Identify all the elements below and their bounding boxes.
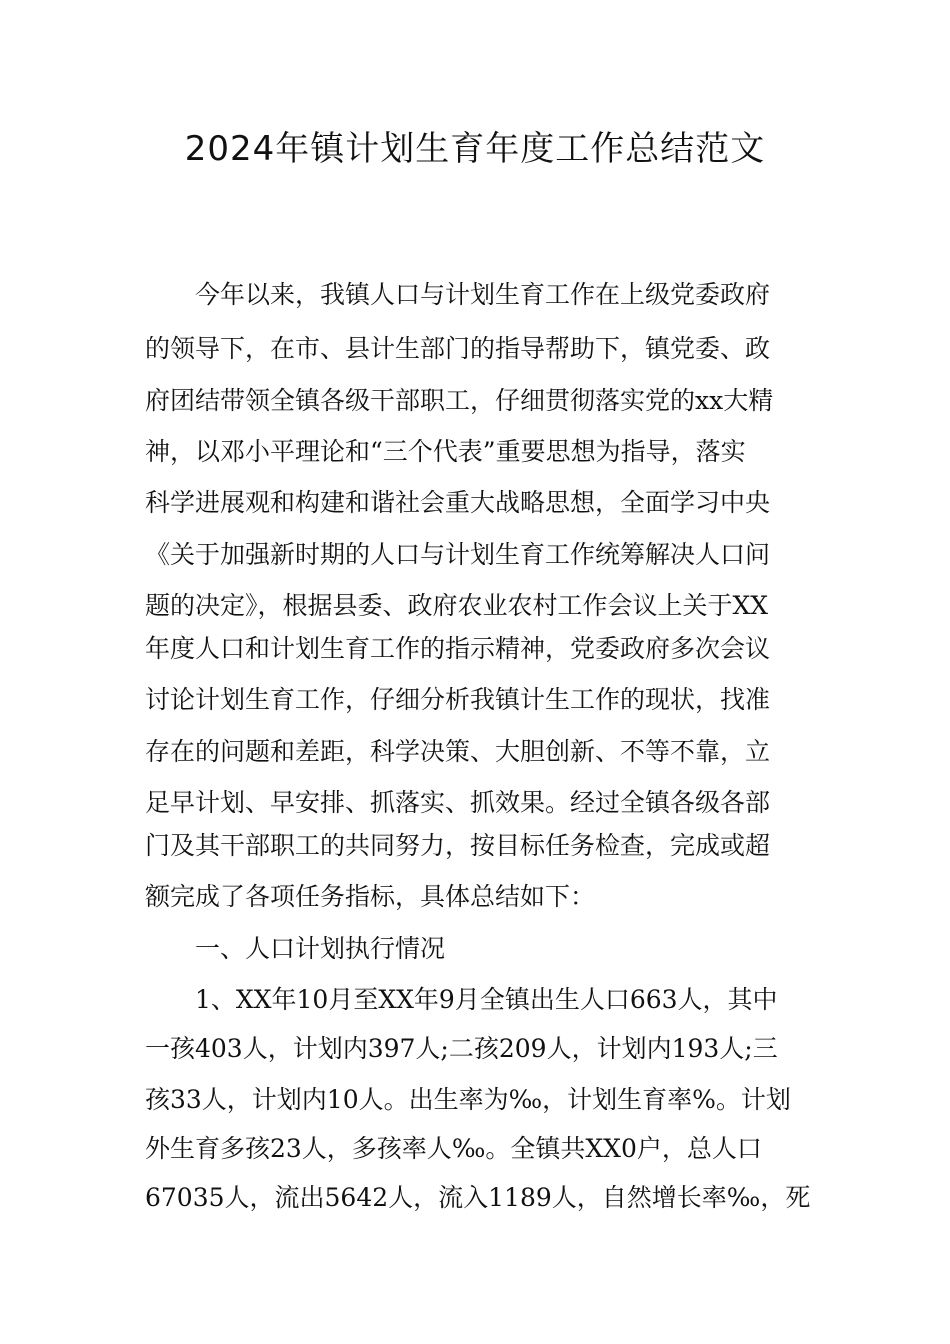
body-line: 额完成了各项任务指标，具体总结如下： — [145, 882, 596, 911]
document-title: 2024年镇计划生育年度工作总结范文 — [184, 129, 766, 169]
body-line: 外生育多孩23人，多孩率人‰。全镇共XX0户，总人口 — [145, 1134, 762, 1163]
body-line: 《关于加强新时期的人口与计划生育工作统筹解决人口问 — [145, 540, 771, 569]
body-line: 1、XX年10月至XX年9月全镇出生人口663人，其中 — [145, 985, 778, 1014]
body-line: 府团结带领全镇各级干部职工，仔细贯彻落实党的xx大精 — [145, 386, 774, 415]
body-line: 科学进展观和构建和谐社会重大战略思想，全面学习中央 — [145, 488, 771, 517]
body-line: 神，以邓小平理论和“三个代表”重要思想为指导，落实 — [145, 437, 746, 466]
body-line: 年度人口和计划生育工作的指示精神，党委政府多次会议 — [145, 634, 771, 663]
body-line: 一孩403人，计划内397人;二孩209人，计划内193人;三 — [145, 1034, 778, 1063]
body-line: 题的决定》，根据县委、政府农业农村工作会议上关于XX — [145, 591, 769, 620]
body-line: 67035人，流出5642人，流入1189人，自然增长率‰，死 — [145, 1183, 811, 1212]
body-line: 存在的问题和差距，科学决策、大胆创新、不等不靠，立 — [145, 737, 771, 766]
body-line: 的领导下，在市、县计生部门的指导帮助下，镇党委、政 — [145, 334, 771, 363]
body-line: 孩33人，计划内10人。出生率为‰，计划生育率%。计划 — [145, 1085, 791, 1114]
body-line: 足早计划、早安排、抓落实、抓效果。经过全镇各级各部 — [145, 788, 771, 817]
body-line: 门及其干部职工的共同努力，按目标任务检查，完成或超 — [145, 831, 771, 860]
body-line: 今年以来，我镇人口与计划生育工作在上级党委政府 — [145, 280, 771, 309]
body-line: 讨论计划生育工作，仔细分析我镇计生工作的现状，找准 — [145, 685, 771, 714]
section-heading: 一、人口计划执行情况 — [145, 934, 446, 963]
